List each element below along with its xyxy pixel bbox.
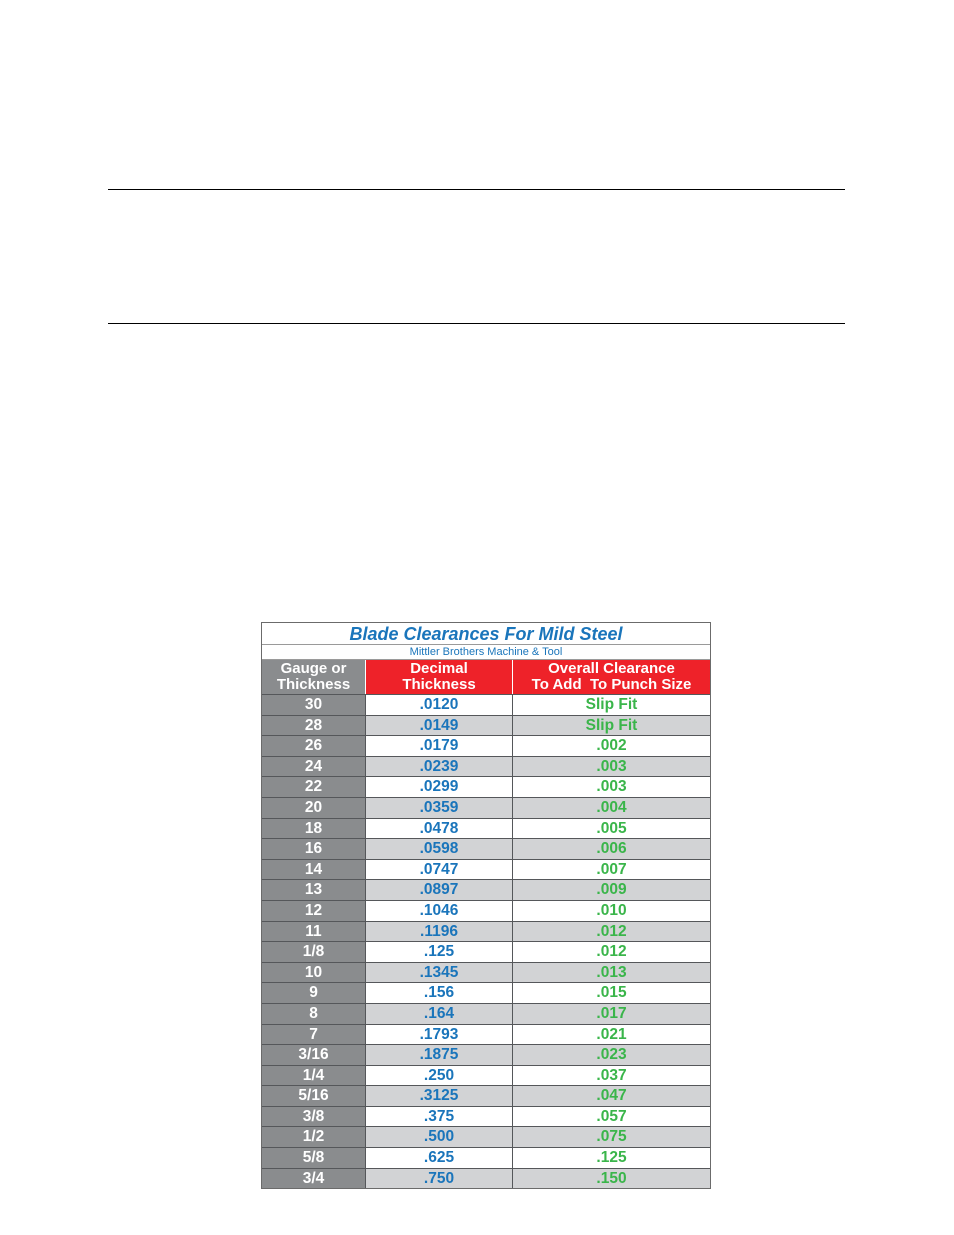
clearance-cell: .009 xyxy=(513,880,710,900)
clearance-cell: .125 xyxy=(596,1149,627,1167)
table-row xyxy=(262,1085,710,1106)
decimal-cell: .3125 xyxy=(366,1086,513,1106)
decimal-cell: .0239 xyxy=(366,757,513,777)
table-row xyxy=(262,1003,710,1024)
decimal-cell: .0149 xyxy=(366,716,513,736)
decimal-cell: .250 xyxy=(366,1066,513,1086)
table-row xyxy=(262,735,710,756)
decimal-cell: .0478 xyxy=(366,819,513,839)
decimal-cell: .0747 xyxy=(366,860,513,880)
clearance-cell: .075 xyxy=(513,1127,710,1147)
table-row xyxy=(262,982,710,1003)
clearance-cell: .017 xyxy=(513,1004,710,1024)
decimal-cell: .125 xyxy=(366,942,513,962)
header-clearance-line2: To Add To Punch Size xyxy=(531,676,692,693)
table-title: Blade Clearances For Mild Steel xyxy=(262,623,710,645)
header-decimal xyxy=(366,660,513,694)
table-row xyxy=(262,900,710,921)
decimal-cell: .750 xyxy=(366,1169,513,1189)
table-row xyxy=(262,818,710,839)
gauge-cell: 28 xyxy=(262,716,366,736)
divider-line-top xyxy=(108,189,845,190)
header-decimal-line1: Decimal xyxy=(410,660,468,677)
gauge-cell: 13 xyxy=(262,880,366,900)
clearance-cell: .012 xyxy=(513,922,710,942)
table-row xyxy=(262,921,710,942)
clearance-cell: .013 xyxy=(513,963,710,983)
gauge-cell: 5/8 xyxy=(262,1148,366,1168)
clearance-cell: .010 xyxy=(596,901,627,919)
table-row xyxy=(262,1024,710,1045)
clearance-cell: Slip Fit xyxy=(513,716,710,736)
header-gauge-line2: Thickness xyxy=(276,676,351,693)
gauge-cell: 20 xyxy=(262,798,366,818)
clearance-cell: .021 xyxy=(596,1025,627,1043)
table-header-row xyxy=(262,660,710,694)
table-row xyxy=(262,1126,710,1147)
table-row xyxy=(262,715,710,736)
decimal-cell: .1196 xyxy=(366,922,513,942)
gauge-cell: 1/4 xyxy=(262,1066,366,1086)
table-row xyxy=(262,1106,710,1127)
decimal-cell: .1793 xyxy=(366,1025,513,1045)
decimal-cell: .625 xyxy=(366,1148,513,1168)
gauge-cell: 3/8 xyxy=(262,1107,366,1127)
decimal-cell: .0179 xyxy=(366,736,513,756)
blade-clearance-table xyxy=(261,622,711,1189)
decimal-cell: .1046 xyxy=(366,901,513,921)
gauge-cell: 3/4 xyxy=(262,1169,366,1189)
gauge-cell: 3/16 xyxy=(262,1045,366,1065)
decimal-cell: .375 xyxy=(366,1107,513,1127)
clearance-cell: .003 xyxy=(596,778,627,796)
gauge-cell: 9 xyxy=(262,983,366,1003)
gauge-cell: 22 xyxy=(262,777,366,797)
table-subtitle: Mittler Brothers Machine & Tool xyxy=(262,645,710,660)
gauge-cell: 1/2 xyxy=(262,1127,366,1147)
table-row xyxy=(262,879,710,900)
decimal-cell: .1875 xyxy=(366,1045,513,1065)
decimal-cell: .0359 xyxy=(366,798,513,818)
decimal-cell: .156 xyxy=(366,983,513,1003)
clearance-cell: .037 xyxy=(596,1066,627,1084)
clearance-cell: .023 xyxy=(513,1045,710,1065)
decimal-cell: .1345 xyxy=(366,963,513,983)
table-row xyxy=(262,962,710,983)
gauge-cell: 8 xyxy=(262,1004,366,1024)
clearance-cell: .007 xyxy=(596,860,627,878)
gauge-cell: 5/16 xyxy=(262,1086,366,1106)
gauge-cell: 11 xyxy=(262,922,366,942)
clearance-cell: .006 xyxy=(513,839,710,859)
table-row xyxy=(262,859,710,880)
table-row xyxy=(262,941,710,962)
gauge-cell: 10 xyxy=(262,963,366,983)
clearance-cell: .015 xyxy=(596,984,627,1002)
clearance-cell: .002 xyxy=(596,737,627,755)
table-row xyxy=(262,1147,710,1168)
table-body xyxy=(262,694,710,1188)
decimal-cell: .0299 xyxy=(366,777,513,797)
clearance-cell: .004 xyxy=(513,798,710,818)
decimal-cell: .164 xyxy=(366,1004,513,1024)
table-row xyxy=(262,1168,710,1189)
clearance-cell: .150 xyxy=(513,1169,710,1189)
table-row xyxy=(262,776,710,797)
gauge-cell: 30 xyxy=(262,695,366,715)
decimal-cell: .0120 xyxy=(366,695,513,715)
gauge-cell: 1/8 xyxy=(262,942,366,962)
clearance-cell: .012 xyxy=(596,943,627,961)
clearance-cell: .047 xyxy=(513,1086,710,1106)
header-clearance-line1: Overall Clearance xyxy=(548,660,675,677)
clearance-cell: .005 xyxy=(596,819,627,837)
table-row xyxy=(262,797,710,818)
clearance-cell: Slip Fit xyxy=(585,696,638,713)
table-row xyxy=(262,1044,710,1065)
header-gauge xyxy=(262,660,366,694)
gauge-cell: 16 xyxy=(262,839,366,859)
table-row xyxy=(262,756,710,777)
divider-line-bottom xyxy=(108,323,845,324)
gauge-cell: 12 xyxy=(262,901,366,921)
table-row xyxy=(262,694,710,715)
decimal-cell: .0897 xyxy=(366,880,513,900)
gauge-cell: 14 xyxy=(262,860,366,880)
gauge-cell: 24 xyxy=(262,757,366,777)
decimal-cell: .500 xyxy=(366,1127,513,1147)
table-row xyxy=(262,1065,710,1086)
header-gauge-line1: Gauge or xyxy=(280,660,347,677)
gauge-cell: 18 xyxy=(262,819,366,839)
gauge-cell: 26 xyxy=(262,736,366,756)
decimal-cell: .0598 xyxy=(366,839,513,859)
clearance-cell: .003 xyxy=(513,757,710,777)
table-row xyxy=(262,838,710,859)
gauge-cell: 7 xyxy=(262,1025,366,1045)
header-decimal-line2: Thickness xyxy=(402,676,476,693)
header-clearance xyxy=(513,660,710,694)
clearance-cell: .057 xyxy=(596,1107,627,1125)
